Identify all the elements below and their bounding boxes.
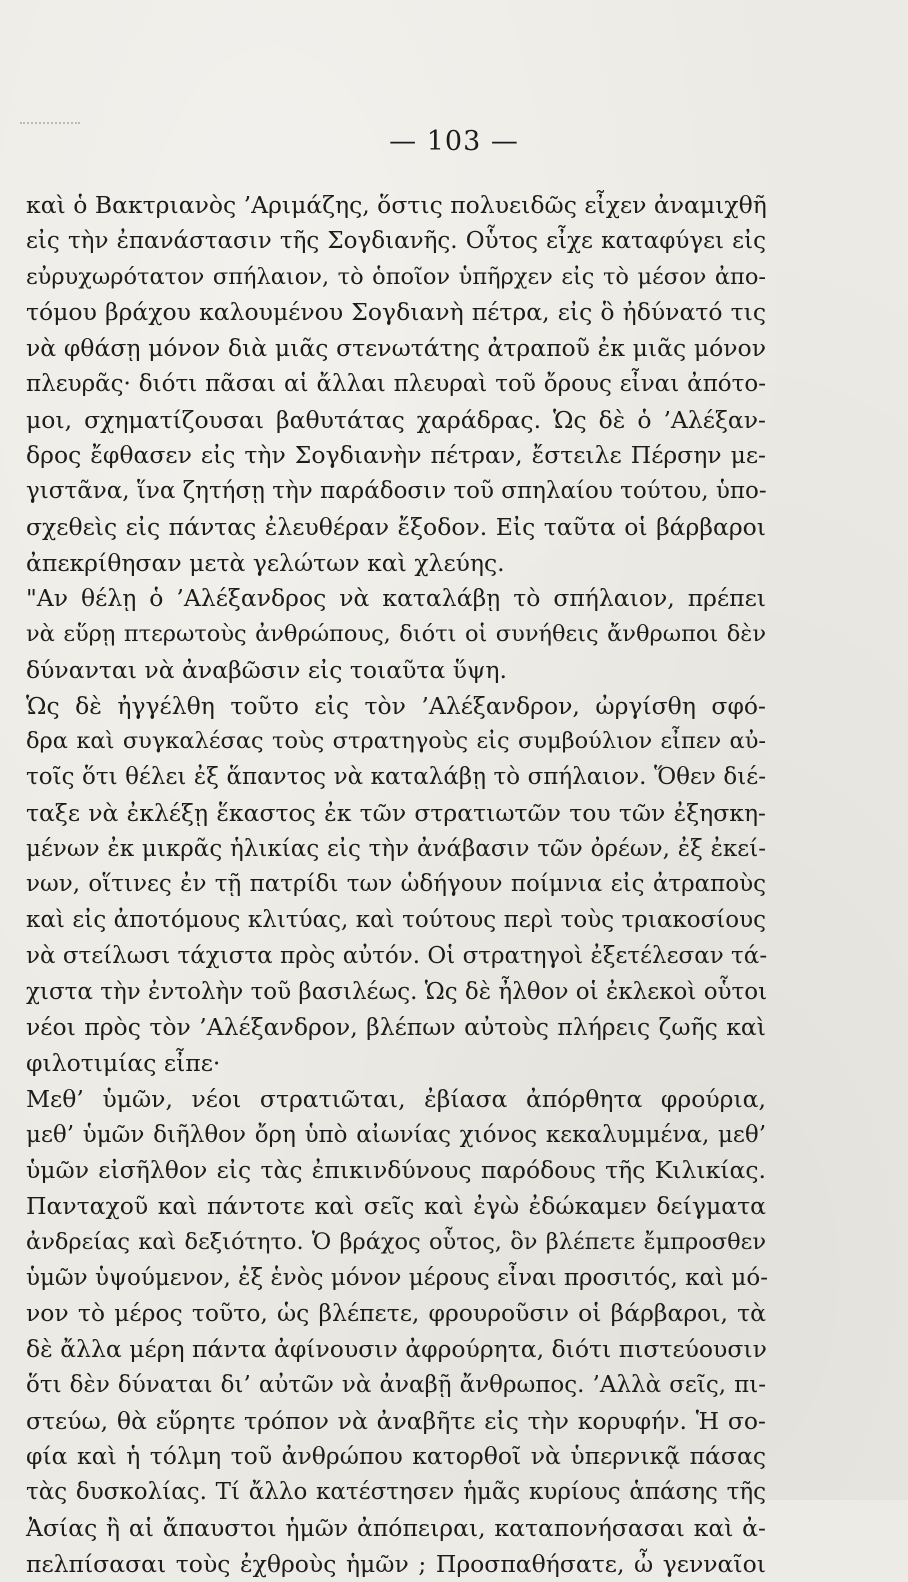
text-line: δύνανται νὰ ἀναβῶσιν εἰς τοιαῦτα ὕψη. [26,653,766,689]
text-line: δρα καὶ συγκαλέσας τοὺς στρατηγοὺς εἰς συμβούλιον εἶπεν αὐ- [26,724,766,760]
text-line: Πανταχοῦ καὶ πάντοτε καὶ σεῖς καὶ ἐγὼ ἐδώκαμεν δείγματα [26,1189,766,1225]
text-line: χιστα τὴν ἐντολὴν τοῦ βασιλέως. Ὡς δὲ ἦλθον οἱ ἐκλεκοὶ οὗτοι [26,975,766,1011]
text-line: Ὡς δὲ ἠγγέλθη τοῦτο εἰς τὸν ’Αλέξανδρον, ὠργίσθη σφό- [26,689,766,725]
text-line: νον τὸ μέρος τοῦτο, ὡς βλέπετε, φρουροῦσιν οἱ βάρβαροι, τὰ [26,1296,766,1332]
text-line: τοῖς ὅτι θέλει ἐξ ἅπαντος νὰ καταλάβῃ τὸ σπήλαιον. Ὅθεν διέ- [26,760,766,796]
text-line: καὶ εἰς ἀποτόμους κλιτύας, καὶ τούτους περὶ τοὺς τριακοσίους [26,903,766,939]
text-line: μοι, σχηματίζουσαι βαθυτάτας χαράδρας. Ὡς δὲ ὁ ’Αλέξαν- [26,403,766,439]
text-line: δρος ἔφθασεν εἰς τὴν Σογδιανὴν πέτραν, ἔστειλε Πέρσην με- [26,438,766,474]
text-line: ὅτι δὲν δύναται δι’ αὐτῶν νὰ ἀναβῇ ἄνθρωπος. ’Αλλὰ σεῖς, πι- [26,1368,766,1404]
text-line: νέοι πρὸς τὸν ’Αλέξανδρον, βλέπων αὐτοὺς πλήρεις ζωῆς καὶ [26,1010,766,1046]
text-line: καὶ ὁ Βακτριανὸς ’Αριμάζης, ὅστις πολυειδῶς εἶχεν ἀναμιχθῆ [26,188,766,224]
text-line: ἀνδρείας καὶ δεξιότητο. Ὁ βράχος οὗτος, ὃν βλέπετε ἔμπροσθεν [26,1225,766,1261]
text-line: Μεθ’ ὑμῶν, νέοι στρατιῶται, ἐβίασα ἀπόρθητα φρούρια, [26,1082,766,1118]
text-line: πλευρᾶς· διότι πᾶσαι αἱ ἄλλαι πλευραὶ τοῦ ὄρους εἶναι ἀπότο- [26,367,766,403]
text-line: "Αν θέλῃ ὁ ’Αλέξανδρος νὰ καταλάβῃ τὸ σπήλαιον, πρέπει [26,581,766,617]
text-line: ὑμῶν εἰσῆλθον εἰς τὰς ἐπικινδύνους παρόδους τῆς Κιλικίας. [26,1153,766,1189]
text-line: μένων ἐκ μικρᾶς ἡλικίας εἰς τὴν ἀνάβασιν τῶν ὀρέων, ἐξ ἐκεί- [26,832,766,868]
text-line: ἀπεκρίθησαν μετὰ γελώτων καὶ χλεύης. [26,546,766,582]
text-line: τόμου βράχου καλουμένου Σογδιανὴ πέτρα, εἰς ὃ ἠδύνατό τις [26,295,766,331]
text-line: ταξε νὰ ἐκλέξῃ ἕκαστος ἐκ τῶν στρατιωτῶν του τῶν ἐξησκη- [26,796,766,832]
text-line: στεύω, θὰ εὕρητε τρόπον νὰ ἀναβῆτε εἰς τὴν κορυφήν. Ἡ σο- [26,1404,766,1440]
body-text [26,188,766,1582]
text-line: φιλοτιμίας εἶπε· [26,1046,766,1082]
text-line: τὰς δυσκολίας. Τί ἄλλο κατέστησεν ἡμᾶς κυρίους ἁπάσης τῆς [26,1475,766,1511]
text-line: σχεθεὶς εἰς πάντας ἐλευθέραν ἔξοδον. Εἰς ταῦτα οἱ βάρβαροι [26,510,766,546]
text-line: εἰς τὴν ἐπανάστασιν τῆς Σογδιανῆς. Οὗτος εἶχε καταφύγει εἰς [26,224,766,260]
text-line: ὑμῶν ὑψούμενον, ἐξ ἑνὸς μόνον μέρους εἶναι προσιτός, καὶ μό- [26,1261,766,1297]
text-line: εὐρυχωρότατον σπήλαιον, τὸ ὁποῖον ὑπῆρχεν εἰς τὸ μέσον ἀπο- [26,260,766,296]
page-number: — 103 — [0,126,908,157]
text-line: νὰ φθάσῃ μόνον διὰ μιᾶς στενωτάτης ἀτραποῦ ἐκ μιᾶς μόνον [26,331,766,367]
text-line: φία καὶ ἡ τόλμη τοῦ ἀνθρώπου κατορθοῖ νὰ ὑπερνικᾷ πάσας [26,1439,766,1475]
text-line: νὰ στείλωσι τάχιστα πρὸς αὐτόν. Οἱ στρατηγοὶ ἐξετέλεσαν τά- [26,939,766,975]
text-line: Ἀσίας ἢ αἱ ἄπαυστοι ἡμῶν ἀπόπειραι, καταπονήσασαι καὶ ἀ- [26,1511,766,1547]
text-line: πελπίσασαι τοὺς ἐχθροὺς ἡμῶν ; Προσπαθήσατε, ὦ γενναῖοι [26,1547,766,1582]
text-line: μεθ’ ὑμῶν διῆλθον ὄρη ὑπὸ αἰωνίας χιόνος κεκαλυμμένα, μεθ’ [26,1118,766,1154]
text-line: νων, οἵτινες ἐν τῇ πατρίδι των ὡδήγουν ποίμνια εἰς ἀτραποὺς [26,867,766,903]
text-line: νὰ εὕρῃ πτερωτοὺς ἀνθρώπους, διότι οἱ συνήθεις ἄνθρωποι δὲν [26,617,766,653]
text-line: γιστᾶνα, ἵνα ζητήσῃ τὴν παράδοσιν τοῦ σπηλαίου τούτου, ὑπο- [26,474,766,510]
text-line: δὲ ἄλλα μέρη πάντα ἀφίνουσιν ἀφρούρητα, διότι πιστεύουσιν [26,1332,766,1368]
